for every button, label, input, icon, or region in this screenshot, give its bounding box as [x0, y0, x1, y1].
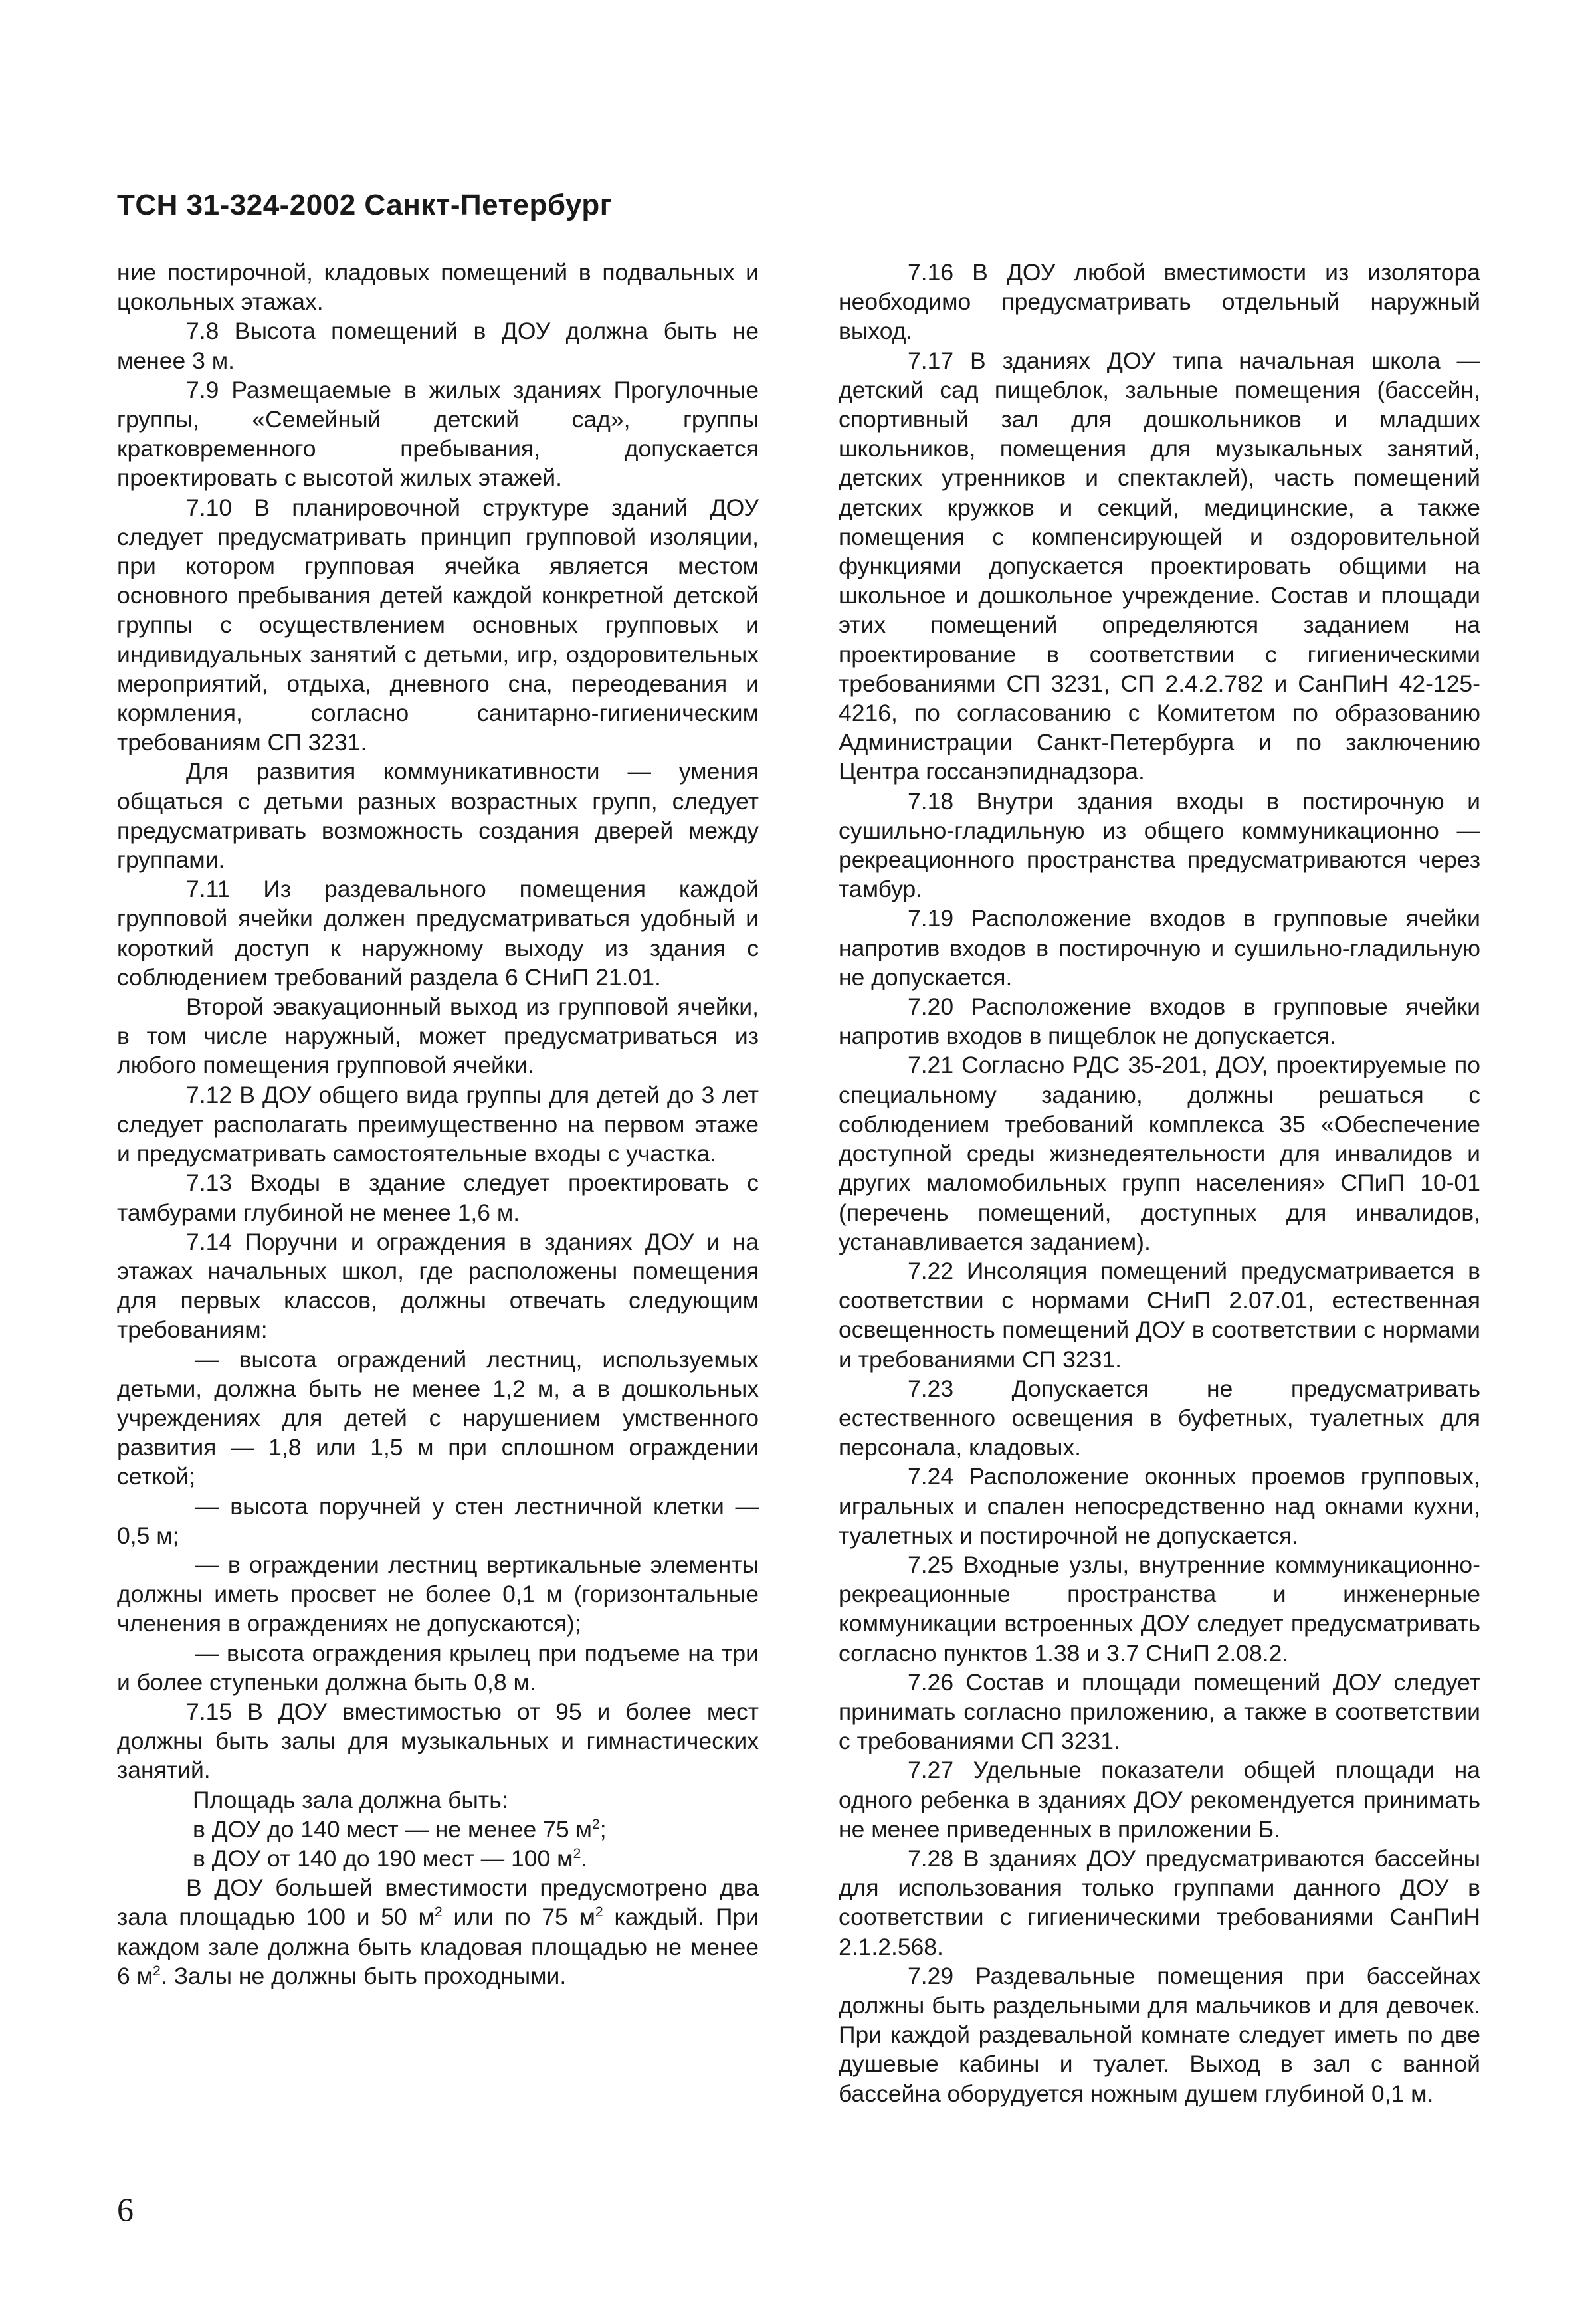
paragraph: 7.9 Размещаемые в жилых зданиях Прогулочные группы, «Семейный детский сад», группы кратковременного пребывания, допускается проектировать с высотой жилых этажей.: [117, 376, 759, 492]
paragraph: 7.18 Внутри здания входы в постирочную и сушильно-гладильную из общего коммуникационно — рекреационного пространства предусматриваются через тамбур.: [839, 787, 1480, 903]
paragraph: 7.26 Состав и площади помещений ДОУ следует принимать согласно приложению, а также в соответствии с требованиями СП 3231.: [839, 1668, 1480, 1755]
left-column: [117, 258, 759, 1991]
paragraph: — высота ограждения крылец при подъеме на три и более ступеньки должна быть 0,8 м.: [117, 1639, 759, 1696]
paragraph: ние постирочной, кладовых помещений в подвальных и цокольных этажах.: [117, 259, 759, 316]
document-header: ТСН 31-324-2002 Санкт-Петербург: [117, 189, 613, 221]
paragraph: 7.13 Входы в здание следует проектировать с тамбурами глубиной не менее 1,6 м.: [117, 1169, 759, 1226]
paragraph: 7.23 Допускается не предусматривать естественного освещения в буфетных, туалетных для персонала, кладовых.: [839, 1375, 1480, 1461]
hall-area-intro: Площадь зала должна быть:: [193, 1786, 508, 1813]
paragraph: 7.12 В ДОУ общего вида группы для детей до 3 лет следует располагать преимущественно на первом этаже и предусматривать самостоятельные входы с участка.: [117, 1081, 759, 1167]
paragraph: 7.15 В ДОУ вместимостью от 95 и более мест должны быть залы для музыкальных и гимнастических занятий.: [117, 1698, 759, 1784]
paragraph: 7.24 Расположение оконных проемов групповых, игральных и спален непосредственно над окнами кухни, туалетных и постирочной не допускается.: [839, 1463, 1480, 1549]
page-number: 6: [117, 2191, 134, 2228]
hall-area-line-2: в ДОУ от 140 до 190 мест — 100 $м^2$.: [193, 1845, 588, 1872]
paragraph: 7.10 В планировочной структуре зданий ДОУ следует предусматривать принцип групповой изоляции, при котором групповая ячейка является местом основного пребывания детей каждой конкретной детской группы с осуществлением основных групповых и индивидуальных занятий с детьми, игр, оздоровительных мероприятий, отдыха, дневного сна, переодевания и кормления, согласно санитарно-гигиеническим требованиям СП 3231.: [117, 494, 759, 756]
paragraph: 7.19 Расположение входов в групповые ячейки напротив входов в постирочную и сушильно-гладильную не допускается.: [839, 905, 1480, 991]
paragraph: Второй эвакуационный выход из групповой ячейки, в том числе наружный, может предусматриваться из любого помещения групповой ячейки.: [117, 993, 759, 1079]
hall-area-line-1: в ДОУ до 140 мест — не менее 75 $м^2$;: [193, 1815, 607, 1843]
right-column: [839, 258, 1480, 2108]
paragraph: В ДОУ большей вместимости предусмотрено два зала площадью 100 и 50 $м^2$ или по 75 $м^2$ каждый. При каждом зале должна быть кладовая площадью не менее 6 $м^2$. Залы не должны быть проходными.: [117, 1874, 759, 1989]
paragraph: 7.14 Поручни и ограждения в зданиях ДОУ и на этажах начальных школ, где расположены помещения для первых классов, должны отвечать следующим требованиям:: [117, 1228, 759, 1344]
paragraph: 7.29 Раздевальные помещения при бассейнах должны быть раздельными для мальчиков и для девочек. При каждой раздевальной комнате следует иметь по две душевые кабины и туалет. Выход в зал с ванной бассейна оборудуется ножным душем глубиной 0,1 м.: [839, 1962, 1480, 2107]
paragraph: 7.21 Согласно РДС 35-201, ДОУ, проектируемые по специальному заданию, должны решаться с соблюдением требований комплекса 35 «Обеспечение доступной среды жизнедеятельности для инвалидов и других маломобильных групп населения» СПиП 10-01 (перечень помещений, доступных для инвалидов, устанавливается заданием).: [839, 1052, 1480, 1255]
paragraph: — высота поручней у стен лестничной клетки — 0,5 м;: [117, 1492, 759, 1549]
paragraph: — высота ограждений лестниц, используемых детьми, должна быть не менее 1,2 м, а в дошкольных учреждениях для детей с нарушением умственного развития — 1,8 или 1,5 м при сплошном ограждении сеткой;: [117, 1346, 759, 1490]
paragraph: — в ограждении лестниц вертикальные элементы должны иметь просвет не более 0,1 м (горизонтальные членения в ограждениях не допускаются);: [117, 1551, 759, 1637]
paragraph: 7.28 В зданиях ДОУ предусматриваются бассейны для использования только группами данного ДОУ в соответствии с гигиеническими требованиями СанПиН 2.1.2.568.: [839, 1845, 1480, 1960]
paragraph: 7.27 Удельные показатели общей площади на одного ребенка в зданиях ДОУ рекомендуется принимать не менее приведенных в приложении Б.: [839, 1757, 1480, 1843]
hall-area-requirements: [117, 1785, 759, 1874]
paragraph: 7.11 Из раздевального помещения каждой групповой ячейки должен предусматриваться удобный и короткий доступ к наружному выходу из здания с соблюдением требований раздела 6 СНиП 21.01.: [117, 876, 759, 991]
paragraph: 7.20 Расположение входов в групповые ячейки напротив входов в пищеблок не допускается.: [839, 993, 1480, 1050]
paragraph: 7.16 В ДОУ любой вместимости из изолятора необходимо предусматривать отдельный наружный выход.: [839, 259, 1480, 345]
paragraph: 7.8 Высота помещений в ДОУ должна быть не менее 3 м.: [117, 318, 759, 374]
paragraph: 7.22 Инсоляция помещений предусматривается в соответствии с нормами СНиП 2.07.01, естественная освещенность помещений ДОУ в соответствии с нормами и требованиями СП 3231.: [839, 1257, 1480, 1373]
paragraph: Для развития коммуникативности — умения общаться с детьми разных возрастных групп, следует предусматривать возможность создания дверей между группами.: [117, 758, 759, 874]
paragraph: 7.17 В зданиях ДОУ типа начальная школа — детский сад пищеблок, зальные помещения (бассейн, спортивный зал для дошкольников и младших школьников, помещения для музыкальных занятий, детских утренников и спектаклей), часть помещений детских кружков и секций, медицинские, а также помещения с компенсирующей и оздоровительной функциями допускается проектировать общими на школьное и дошкольное учреждение. Состав и площади этих помещений определяются заданием на проектирование в соответствии с гигиеническими требованиями СП 3231, СП 2.4.2.782 и СанПиН 42-125-4216, по согласованию с Комитетом по образованию Администрации Санкт-Петербурга и по заключению Центра госсанэпиднадзора.: [839, 347, 1480, 785]
paragraph: 7.25 Входные узлы, внутренние коммуникационно-рекреационные пространства и инженерные коммуникации встроенных ДОУ следует предусматривать согласно пунктов 1.38 и 3.7 СНиП 2.08.2.: [839, 1551, 1480, 1666]
